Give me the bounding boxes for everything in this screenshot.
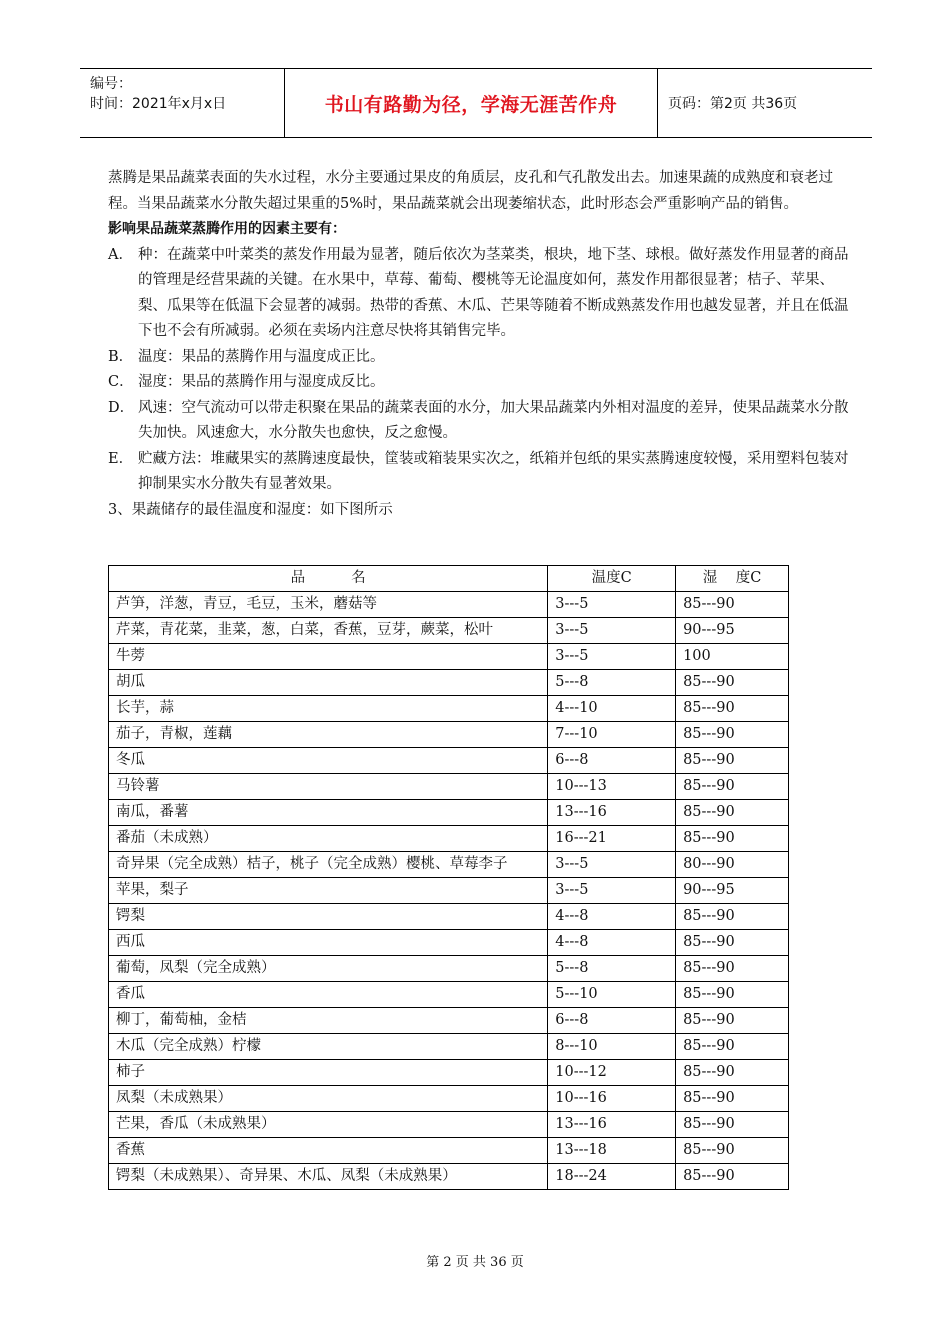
cell-temperature: 3---5: [548, 618, 676, 644]
item-text: 风速：空气流动可以带走积聚在果品的蔬菜表面的水分，加大果品蔬菜内外相对温度的差异，使果品蔬菜水分散失加快。风速愈大，水分散失也愈快，反之愈慢。: [138, 399, 849, 441]
cell-name: 香蕉: [109, 1138, 548, 1164]
header-meta-cell: [80, 69, 285, 137]
cell-name: 苹果，梨子: [109, 878, 548, 904]
cell-name: 香瓜: [109, 982, 548, 1008]
cell-temperature: 5---10: [548, 982, 676, 1008]
cell-temperature: 3---5: [548, 644, 676, 670]
item-text: 种：在蔬菜中叶菜类的蒸发作用最为显著，随后依次为茎菜类，根块，地下茎、球根。做好蒸发作用显著的商品的管理是经营果蔬的关键。在水果中，草莓、葡萄、樱桃等无论温度如何，蒸发作用都很显著；桔子、苹果、梨、瓜果等在低温下会显著的减弱。热带的香蕉、木瓜、芒果等随着不断成熟蒸发作用也越发显著，并且在低温下也不会有所减弱。必须在卖场内注意尽快将其销售完毕。: [138, 246, 849, 339]
table-row: [109, 878, 789, 904]
cell-humidity: 80---90: [676, 852, 789, 878]
cell-temperature: 6---8: [548, 1008, 676, 1034]
cell-humidity: 90---95: [676, 878, 789, 904]
cell-name: 凤梨（未成熟果）: [109, 1086, 548, 1112]
cell-humidity: 85---90: [676, 670, 789, 696]
factor-item-d: [108, 396, 853, 447]
table-row: [109, 670, 789, 696]
number-label: 编号：: [90, 76, 132, 92]
cell-name: 葡萄，凤梨（完全成熟）: [109, 956, 548, 982]
item-label: E．: [108, 450, 134, 467]
cell-name: 奇异果（完全成熟）桔子，桃子（完全成熟）樱桃、草莓李子: [109, 852, 548, 878]
cell-name: 南瓜，番薯: [109, 800, 548, 826]
document-body: [108, 166, 853, 523]
cell-temperature: 3---5: [548, 592, 676, 618]
table-row: [109, 1060, 789, 1086]
table-row: [109, 1008, 789, 1034]
cell-humidity: 85---90: [676, 1164, 789, 1190]
cell-temperature: 5---8: [548, 956, 676, 982]
cell-humidity: 85---90: [676, 826, 789, 852]
cell-name: 锷梨（未成熟果）、奇异果、木瓜、凤梨（未成熟果）: [109, 1164, 548, 1190]
cell-name: 番茄（未成熟）: [109, 826, 548, 852]
cell-humidity: 85---90: [676, 930, 789, 956]
col-header-humidity: 湿 度C: [676, 566, 789, 592]
item-text: 温度：果品的蒸腾作用与温度成正比。: [138, 348, 385, 365]
cell-name: 芹菜，青花菜，韭菜，葱，白菜，香蕉，豆芽，蕨菜，松叶: [109, 618, 548, 644]
cell-name: 马铃薯: [109, 774, 548, 800]
col-header-temperature: 温度C: [548, 566, 676, 592]
cell-temperature: 4---8: [548, 930, 676, 956]
table-row: [109, 826, 789, 852]
table-row: [109, 982, 789, 1008]
cell-humidity: 85---90: [676, 956, 789, 982]
cell-humidity: 90---95: [676, 618, 789, 644]
cell-name: 西瓜: [109, 930, 548, 956]
item-text: 贮藏方法：堆藏果实的蒸腾速度最快，筐装或箱装果实次之，纸箱并包纸的果实蒸腾速度较慢，采用塑料包装对抑制果实水分散失有显著效果。: [138, 450, 849, 492]
header-motto: 书山有路勤为径，学海无涯苦作舟: [285, 69, 658, 137]
cell-humidity: 85---90: [676, 774, 789, 800]
table-header-row: [109, 566, 789, 592]
cell-temperature: 18---24: [548, 1164, 676, 1190]
table-row: [109, 644, 789, 670]
cell-temperature: 13---16: [548, 800, 676, 826]
cell-temperature: 10---13: [548, 774, 676, 800]
cell-name: 冬瓜: [109, 748, 548, 774]
item-label: D．: [108, 399, 135, 416]
storage-table: [108, 565, 789, 1190]
cell-name: 柿子: [109, 1060, 548, 1086]
table-row: [109, 1034, 789, 1060]
cell-temperature: 3---5: [548, 878, 676, 904]
cell-humidity: 85---90: [676, 904, 789, 930]
table-row: [109, 800, 789, 826]
page-header: [80, 68, 872, 138]
cell-name: 长芋，蒜: [109, 696, 548, 722]
cell-name: 木瓜（完全成熟）柠檬: [109, 1034, 548, 1060]
cell-humidity: 85---90: [676, 1086, 789, 1112]
cell-name: 锷梨: [109, 904, 548, 930]
cell-name: 胡瓜: [109, 670, 548, 696]
table-row: [109, 618, 789, 644]
time-label: 时间：2021年x月x日: [90, 96, 227, 112]
cell-temperature: 8---10: [548, 1034, 676, 1060]
cell-humidity: 100: [676, 644, 789, 670]
table-row: [109, 722, 789, 748]
page-footer: 第 2 页 共 36 页: [426, 1255, 524, 1270]
table-row: [109, 592, 789, 618]
table-row: [109, 1086, 789, 1112]
table-row: [109, 748, 789, 774]
cell-name: 柳丁，葡萄柚，金桔: [109, 1008, 548, 1034]
cell-temperature: 5---8: [548, 670, 676, 696]
cell-humidity: 85---90: [676, 592, 789, 618]
cell-humidity: 85---90: [676, 722, 789, 748]
table-row: [109, 930, 789, 956]
cell-temperature: 13---18: [548, 1138, 676, 1164]
table-row: [109, 956, 789, 982]
intro-paragraph: 蒸腾是果品蔬菜表面的失水过程，水分主要通过果皮的角质层，皮孔和气孔散发出去。加速果蔬的成熟度和衰老过程。当果品蔬菜水分散失超过果重的5%时，果品蔬菜就会出现萎缩状态，此时形态会严重影响产品的销售。: [108, 170, 833, 212]
table-caption: 3、果蔬储存的最佳温度和湿度：如下图所示: [108, 501, 393, 518]
cell-humidity: 85---90: [676, 696, 789, 722]
factors-heading: 影响果品蔬菜蒸腾作用的因素主要有：: [108, 221, 346, 237]
cell-humidity: 85---90: [676, 1060, 789, 1086]
cell-humidity: 85---90: [676, 982, 789, 1008]
factor-item-c: [108, 370, 853, 396]
item-label: A．: [108, 246, 133, 263]
cell-temperature: 3---5: [548, 852, 676, 878]
cell-humidity: 85---90: [676, 1112, 789, 1138]
header-page-info: 页码：第2页 共36页: [668, 96, 798, 112]
table-body: [109, 592, 789, 1190]
factor-item-e: [108, 447, 853, 498]
cell-temperature: 4---10: [548, 696, 676, 722]
factor-item-b: [108, 345, 853, 371]
cell-humidity: 85---90: [676, 748, 789, 774]
cell-name: 芦笋，洋葱，青豆，毛豆，玉米，蘑菇等: [109, 592, 548, 618]
cell-temperature: 10---12: [548, 1060, 676, 1086]
table-row: [109, 774, 789, 800]
cell-humidity: 85---90: [676, 800, 789, 826]
table-row: [109, 1138, 789, 1164]
table-row: [109, 904, 789, 930]
cell-temperature: 10---16: [548, 1086, 676, 1112]
table-row: [109, 1112, 789, 1138]
cell-temperature: 4---8: [548, 904, 676, 930]
item-label: C．: [108, 374, 134, 390]
cell-name: 茄子，青椒，莲藕: [109, 722, 548, 748]
cell-temperature: 6---8: [548, 748, 676, 774]
cell-humidity: 85---90: [676, 1008, 789, 1034]
col-header-name: 品 名: [109, 566, 548, 592]
cell-name: 芒果，香瓜（未成熟果）: [109, 1112, 548, 1138]
table-row: [109, 696, 789, 722]
cell-temperature: 16---21: [548, 826, 676, 852]
item-label: B．: [108, 348, 134, 365]
cell-humidity: 85---90: [676, 1034, 789, 1060]
item-text: 湿度：果品的蒸腾作用与湿度成反比。: [138, 374, 385, 390]
cell-humidity: 85---90: [676, 1138, 789, 1164]
cell-temperature: 13---16: [548, 1112, 676, 1138]
cell-temperature: 7---10: [548, 722, 676, 748]
cell-name: 牛蒡: [109, 644, 548, 670]
table-row: [109, 1164, 789, 1190]
factor-item-a: [108, 243, 853, 345]
table-row: [109, 852, 789, 878]
